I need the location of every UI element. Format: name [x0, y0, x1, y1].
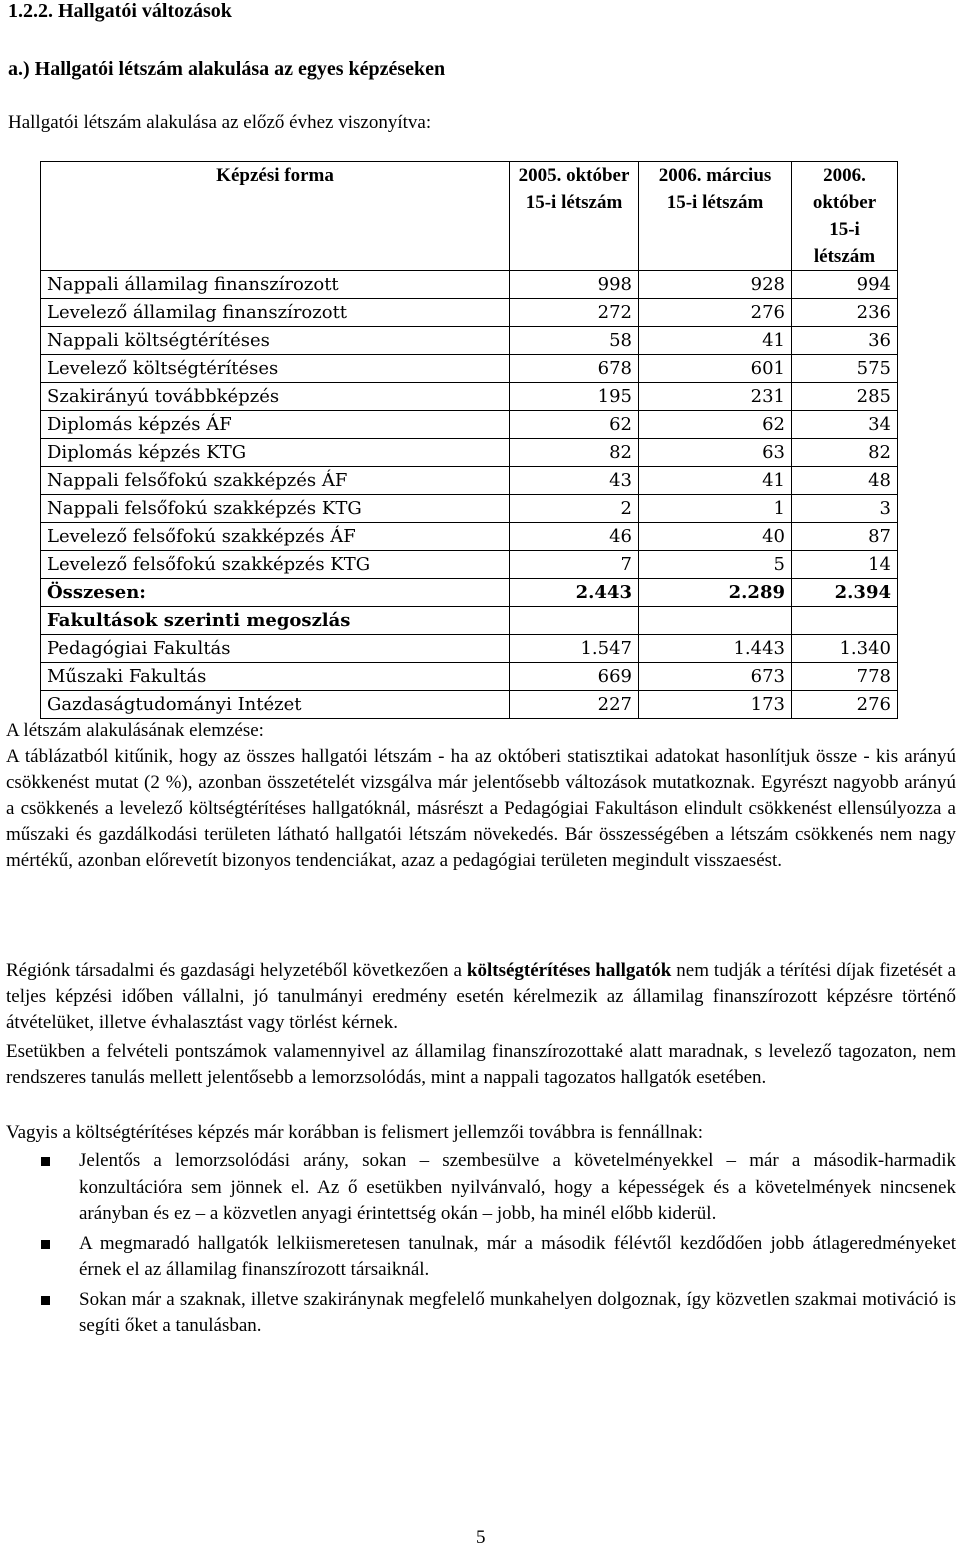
- list-item: [0, 1287, 956, 1340]
- table-row: [41, 551, 898, 579]
- value-cell: 994: [792, 271, 898, 299]
- value-cell: 1.443: [639, 635, 792, 663]
- value-cell: 62: [510, 411, 639, 439]
- value-cell: 58: [510, 327, 639, 355]
- value-cell: 48: [792, 467, 898, 495]
- table-body: [41, 271, 898, 719]
- analysis-title: A létszám alakulásának elemzése:: [6, 720, 264, 741]
- paragraph-cost-paying-students: [6, 958, 956, 1036]
- value-cell: 1.547: [510, 635, 639, 663]
- faculty-row: [41, 663, 898, 691]
- value-cell: 575: [792, 355, 898, 383]
- row-label-cell: Műszaki Fakultás: [41, 663, 510, 691]
- list-item-text: Jelentős a lemorzsolódási arány, sokan – szembesülve a követelményekkel – már a második-harmadik konzultációra sem jönnek el. Az ő esetükben nyilvánvaló, hogy a képességek és a követelmények nincsenek arányban és ez – a közvetlen anyagi érintettség okán – jobb, ha minél előbb kiderül.: [79, 1150, 956, 1224]
- row-label-cell: Levelező felsőfokú szakképzés ÁF: [41, 523, 510, 551]
- row-label-cell: Levelező államilag finanszírozott: [41, 299, 510, 327]
- list-item: [0, 1148, 956, 1228]
- table-row: [41, 327, 898, 355]
- value-cell: 2.394: [792, 579, 898, 607]
- table-row: [41, 523, 898, 551]
- section-heading: 1.2.2. Hallgatói változások: [8, 0, 232, 22]
- row-label-cell: Nappali költségtérítéses: [41, 327, 510, 355]
- value-cell: 2.289: [639, 579, 792, 607]
- value-cell: 87: [792, 523, 898, 551]
- value-cell: 41: [639, 467, 792, 495]
- value-cell: 5: [639, 551, 792, 579]
- value-cell: 34: [792, 411, 898, 439]
- list-item-text: Sokan már a szaknak, illetve szakiránynak megfelelő munkahelyen dolgoznak, így közvetlen szakmai motiváció is segíti őket a tanulásban.: [79, 1288, 956, 1336]
- paragraph: Esetükben a felvételi pontszámok valamennyivel az államilag finanszírozottaké alatt maradnak, s levelező tagozaton, nem rendszeres tanulás mellett jelentősebb a lemorzsolódás, mint a nappali tagozatos hallgatók esetében.: [6, 1041, 956, 1088]
- table-row: [41, 467, 898, 495]
- row-label-cell: Pedagógiai Fakultás: [41, 635, 510, 663]
- value-cell: 41: [639, 327, 792, 355]
- page-number: 5: [476, 1527, 486, 1548]
- value-cell: 82: [510, 439, 639, 467]
- subsection-heading: a.) Hallgatói létszám alakulása az egyes képzéseken: [8, 58, 446, 80]
- value-cell: 601: [639, 355, 792, 383]
- paragraph-text: Régiónk társadalmi és gazdasági helyzetéből következően a: [6, 960, 467, 981]
- value-cell: 276: [639, 299, 792, 327]
- empty-cell: [792, 607, 898, 635]
- value-cell: 928: [639, 271, 792, 299]
- row-label-cell: Diplomás képzés ÁF: [41, 411, 510, 439]
- value-cell: 678: [510, 355, 639, 383]
- value-cell: 285: [792, 383, 898, 411]
- value-cell: 40: [639, 523, 792, 551]
- value-cell: 1.340: [792, 635, 898, 663]
- value-cell: 276: [792, 691, 898, 719]
- row-label-cell: Nappali felsőfokú szakképzés KTG: [41, 495, 510, 523]
- table-row: [41, 299, 898, 327]
- value-cell: 236: [792, 299, 898, 327]
- row-label-cell: Összesen:: [41, 579, 510, 607]
- table-row: [41, 355, 898, 383]
- table-row: [41, 271, 898, 299]
- empty-cell: [510, 607, 639, 635]
- faculty-row: [41, 635, 898, 663]
- bold-phrase: költségtérítéses hallgatók: [466, 960, 672, 981]
- paragraph-text: nem tudják a térítési díjak fizetését a teljes képzési időben vállalni, jó tanulmányi eredmény esetén kérelmezik az államilag finanszírozott képzésre történő átvételüket, illetve évhalasztást vagy törlést kérnek.: [6, 960, 956, 1033]
- value-cell: 669: [510, 663, 639, 691]
- value-cell: 14: [792, 551, 898, 579]
- list-item: [0, 1231, 956, 1284]
- analysis-paragraph: A táblázatból kitűnik, hogy az összes hallgatói létszám - ha az októberi statisztikai adatokat hasonlítjuk össze - kis arányú csökkenést mutat (2 %), azonban összetételét vizsgálva már jelentősebb változások mutatkoznak. Egyrészt nagyobb arányú a csökkenés a levelező költségtérítéses hallgatóknál, másrészt a Pedagógiai Fakultáson elindult csökkenést ellensúlyozza a műszaki és gazdálkodási területen látható hallgatói létszám növekedés. Bár összességében a létszám csökkenés nem nagy mértékű, azonban előrevetít bizonyos tendenciákat, azaz a pedagógiai területen megindult visszaesést.: [6, 746, 956, 871]
- table-row: [41, 411, 898, 439]
- value-cell: 231: [639, 383, 792, 411]
- row-label-cell: Gazdaságtudományi Intézet: [41, 691, 510, 719]
- value-cell: 62: [639, 411, 792, 439]
- value-cell: 63: [639, 439, 792, 467]
- square-bullet-icon: [41, 1296, 50, 1305]
- value-cell: 998: [510, 271, 639, 299]
- value-cell: 1: [639, 495, 792, 523]
- value-cell: 2: [510, 495, 639, 523]
- square-bullet-icon: [41, 1240, 50, 1249]
- total-row: [41, 579, 898, 607]
- value-cell: 272: [510, 299, 639, 327]
- value-cell: 227: [510, 691, 639, 719]
- list-item-text: A megmaradó hallgatók lelkiismeretesen tanulnak, már a második félévtől kezdődően jobb átlageredményeket érnek el az államilag finanszírozott társaiknál.: [79, 1232, 956, 1280]
- table-row: [41, 495, 898, 523]
- column-header: 2006. március 15-i létszám: [639, 162, 792, 271]
- row-label-cell: Diplomás képzés KTG: [41, 439, 510, 467]
- value-cell: 46: [510, 523, 639, 551]
- paragraph: Vagyis a költségtérítéses képzés már korábban is felismert jellemzői továbbra is fennállnak:: [6, 1122, 703, 1143]
- value-cell: 195: [510, 383, 639, 411]
- row-label-cell: Levelező felsőfokú szakképzés KTG: [41, 551, 510, 579]
- value-cell: 82: [792, 439, 898, 467]
- value-cell: 7: [510, 551, 639, 579]
- row-label-cell: Nappali államilag finanszírozott: [41, 271, 510, 299]
- value-cell: 778: [792, 663, 898, 691]
- value-cell: 2.443: [510, 579, 639, 607]
- row-label-cell: Nappali felsőfokú szakképzés ÁF: [41, 467, 510, 495]
- section-label-cell: Fakultások szerinti megoszlás: [41, 607, 510, 635]
- column-header: 2005. október 15-i létszám: [510, 162, 639, 271]
- bullet-list: [0, 1148, 956, 1343]
- row-label-cell: Levelező költségtérítéses: [41, 355, 510, 383]
- faculty-row: [41, 691, 898, 719]
- table-row: [41, 383, 898, 411]
- section-label-row: [41, 607, 898, 635]
- value-cell: 3: [792, 495, 898, 523]
- empty-cell: [639, 607, 792, 635]
- table-header-row: [41, 162, 898, 271]
- column-header: Képzési forma: [41, 162, 510, 271]
- value-cell: 43: [510, 467, 639, 495]
- value-cell: 673: [639, 663, 792, 691]
- table-row: [41, 439, 898, 467]
- intro-text: Hallgatói létszám alakulása az előző évhez viszonyítva:: [8, 112, 432, 133]
- square-bullet-icon: [41, 1157, 50, 1166]
- value-cell: 173: [639, 691, 792, 719]
- column-header: 2006. október 15-i létszám: [792, 162, 898, 271]
- enrollment-table: [40, 161, 898, 719]
- row-label-cell: Szakirányú továbbképzés: [41, 383, 510, 411]
- value-cell: 36: [792, 327, 898, 355]
